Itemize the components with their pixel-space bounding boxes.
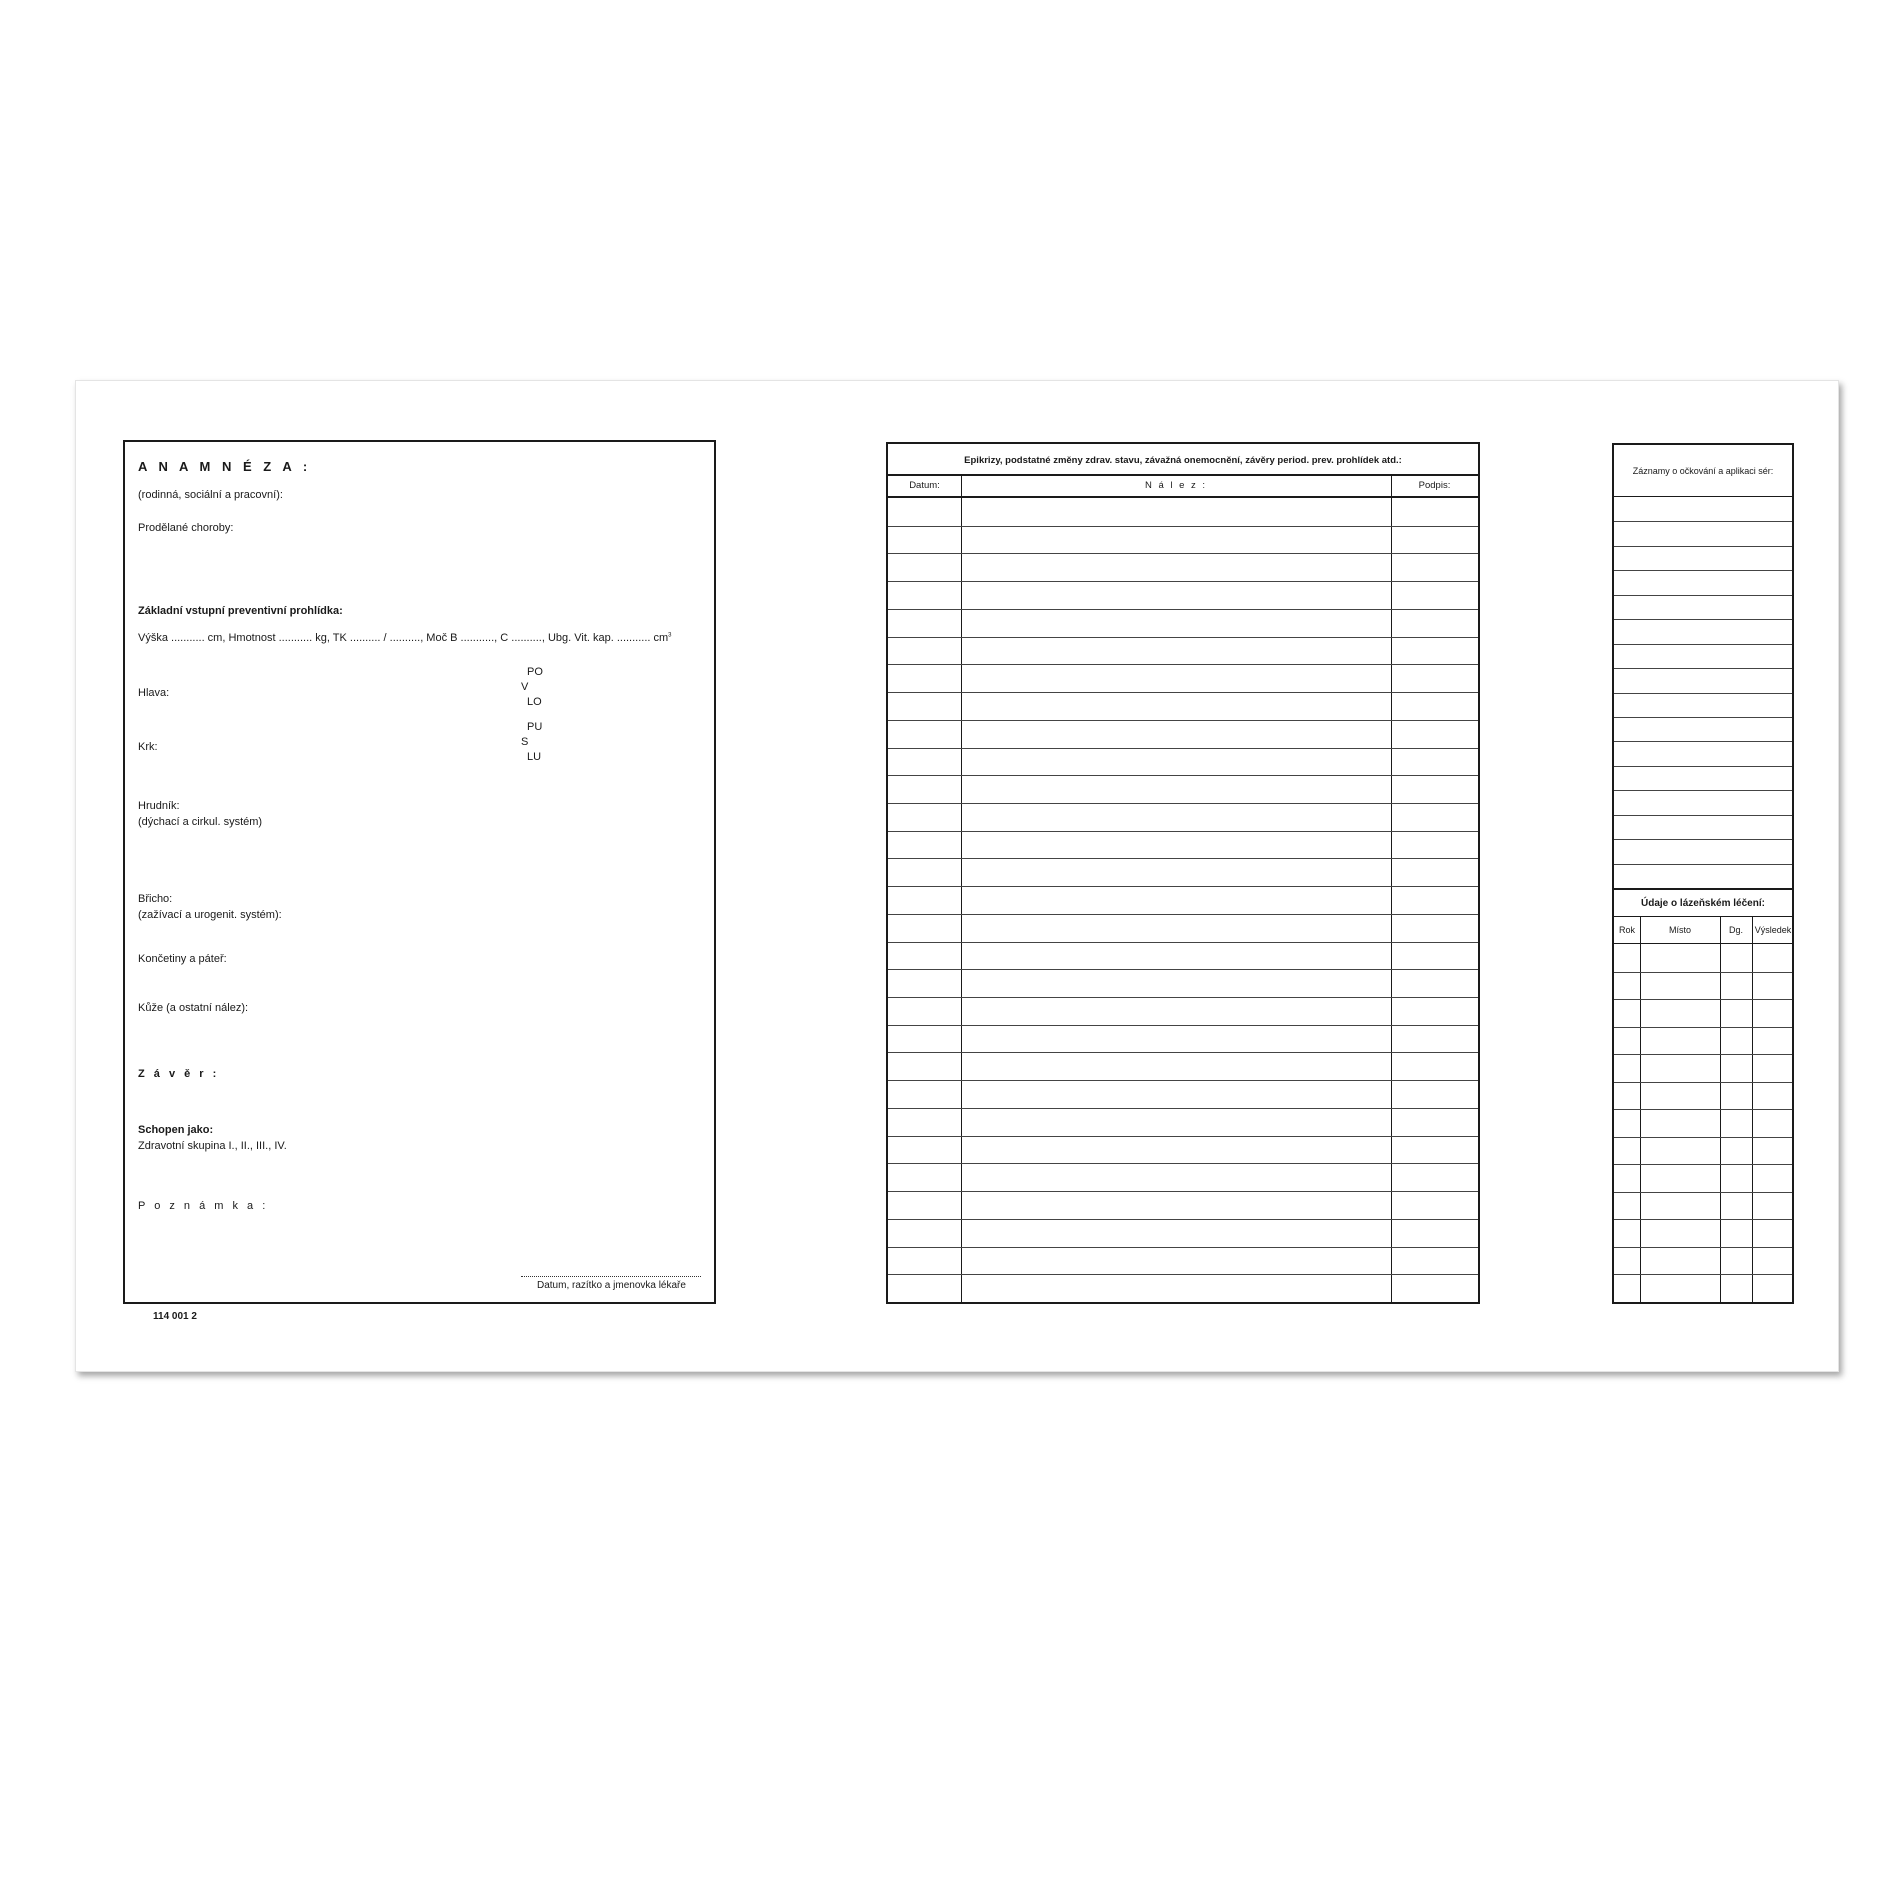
- head-mark-lo: LO: [527, 696, 542, 708]
- table-row-line: [888, 553, 1478, 554]
- table-row-line: [888, 1163, 1478, 1164]
- conclusion-label: Z á v ě r :: [138, 1068, 220, 1080]
- table-row-line: [888, 692, 1478, 693]
- chest-label: Hrudník:: [138, 800, 180, 812]
- anamnesis-subtitle: (rodinná, sociální a pracovní):: [138, 489, 283, 501]
- measurements-sup: 3: [668, 632, 672, 639]
- table-row-line: [1614, 1247, 1792, 1248]
- epicrisis-header: [888, 476, 1478, 498]
- table-row-line: [888, 1052, 1478, 1053]
- table-row-line: [888, 748, 1478, 749]
- head-mark-po: PO: [527, 666, 543, 678]
- col-year: Rok: [1618, 925, 1635, 935]
- table-row-line: [1614, 644, 1792, 645]
- col-date: Datum:: [909, 480, 940, 491]
- table-row-line: [1614, 790, 1792, 791]
- neck-label: Krk:: [138, 741, 158, 753]
- belly-sublabel: (zažívací a urogenit. systém):: [138, 909, 282, 921]
- note-label: P o z n á m k a :: [138, 1200, 269, 1212]
- table-row-line: [888, 1080, 1478, 1081]
- table-row-line: [1614, 1137, 1792, 1138]
- table-row-line: [1614, 1054, 1792, 1055]
- table-row-line: [1614, 864, 1792, 865]
- epicrisis-rows: [888, 498, 1478, 1302]
- table-row-line: [888, 1274, 1478, 1275]
- head-mark-v: V: [521, 681, 529, 693]
- basic-exam-label: Základní vstupní preventivní prohlídka:: [138, 605, 343, 617]
- neck-mark-lu: LU: [527, 751, 542, 763]
- table-row-line: [1614, 1274, 1792, 1275]
- table-row-line: [888, 609, 1478, 610]
- col-place: Místo: [1668, 925, 1691, 935]
- table-row-line: [888, 1025, 1478, 1026]
- neck-mark-s: S: [521, 736, 529, 748]
- table-row-line: [1614, 521, 1792, 522]
- signature-label: Datum, razítko a jmenovka lékaře: [537, 1280, 686, 1291]
- table-row-line: [1614, 619, 1792, 620]
- table-row-line: [1614, 839, 1792, 840]
- chest-sublabel: (dýchací a cirkul. systém): [138, 816, 263, 828]
- table-row-line: [888, 1108, 1478, 1109]
- anamnesis-form: [123, 440, 716, 1304]
- table-row-line: [1614, 741, 1792, 742]
- table-row-line: [888, 886, 1478, 887]
- table-row-line: [888, 997, 1478, 998]
- table-row-line: [1614, 1082, 1792, 1083]
- table-row-line: [1614, 717, 1792, 718]
- table-row-line: [888, 942, 1478, 943]
- form-code: 114 001 2: [153, 1311, 197, 1322]
- vaccination-title: Záznamy o očkování a aplikaci sér:: [1614, 445, 1792, 497]
- table-row-line: [1614, 1109, 1792, 1110]
- table-row-line: [1614, 815, 1792, 816]
- table-row-line: [888, 720, 1478, 721]
- epicrisis-title: Epikrizy, podstatné změny zdrav. stavu, závažná onemocnění, závěry period. prev. prohlídek atd.:: [888, 444, 1478, 476]
- table-row-line: [888, 1247, 1478, 1248]
- vaccination-spa-table: [1612, 443, 1794, 1304]
- past-illnesses-label: Prodělané choroby:: [138, 522, 234, 534]
- belly-label: Břicho:: [138, 893, 173, 905]
- table-row-line: [1614, 1192, 1792, 1193]
- table-row-line: [888, 581, 1478, 582]
- table-row-line: [1614, 595, 1792, 596]
- table-row-line: [888, 526, 1478, 527]
- table-row-line: [888, 1219, 1478, 1220]
- table-row-line: [1614, 972, 1792, 973]
- table-row-line: [1614, 999, 1792, 1000]
- table-row-line: [888, 803, 1478, 804]
- table-row-line: [888, 858, 1478, 859]
- col-finding: N á l e z :: [1144, 480, 1208, 491]
- neck-mark-pu: PU: [527, 721, 543, 733]
- table-row-line: [1614, 1027, 1792, 1028]
- table-row-line: [1614, 668, 1792, 669]
- table-row-line: [888, 775, 1478, 776]
- health-group-label: Zdravotní skupina I., II., III., IV.: [138, 1140, 287, 1152]
- table-row-line: [888, 1191, 1478, 1192]
- table-row-line: [888, 914, 1478, 915]
- epicrisis-table: [886, 442, 1480, 1304]
- col-result: Výsledek: [1754, 925, 1792, 935]
- spa-title: Údaje o lázeňském léčení:: [1614, 890, 1792, 917]
- table-row-line: [1614, 546, 1792, 547]
- table-row-line: [888, 831, 1478, 832]
- table-row-line: [888, 664, 1478, 665]
- head-label: Hlava:: [138, 687, 170, 699]
- table-row-line: [888, 969, 1478, 970]
- table-row-line: [888, 1136, 1478, 1137]
- table-row-line: [1614, 570, 1792, 571]
- col-signature: Podpis:: [1418, 480, 1451, 491]
- measurements-line: [138, 632, 672, 644]
- table-row-line: [1614, 693, 1792, 694]
- col-dg: Dg.: [1728, 925, 1743, 935]
- skin-label: Kůže (a ostatní nález):: [138, 1002, 249, 1014]
- table-row-line: [1614, 1219, 1792, 1220]
- table-row-line: [1614, 1164, 1792, 1165]
- table-row-line: [888, 637, 1478, 638]
- fit-as-label: Schopen jako:: [138, 1124, 214, 1136]
- measurements-text: Výška ........... cm, Hmotnost ........... kg, TK .......... / .........., Moč B ..........., C .........., Ubg. Vit. kap. ........... cm: [138, 632, 669, 644]
- limbs-label: Končetiny a páteř:: [138, 953, 227, 965]
- anamnesis-title: A N A M N É Z A :: [138, 459, 312, 474]
- signature-line: [521, 1276, 701, 1277]
- table-row-line: [1614, 766, 1792, 767]
